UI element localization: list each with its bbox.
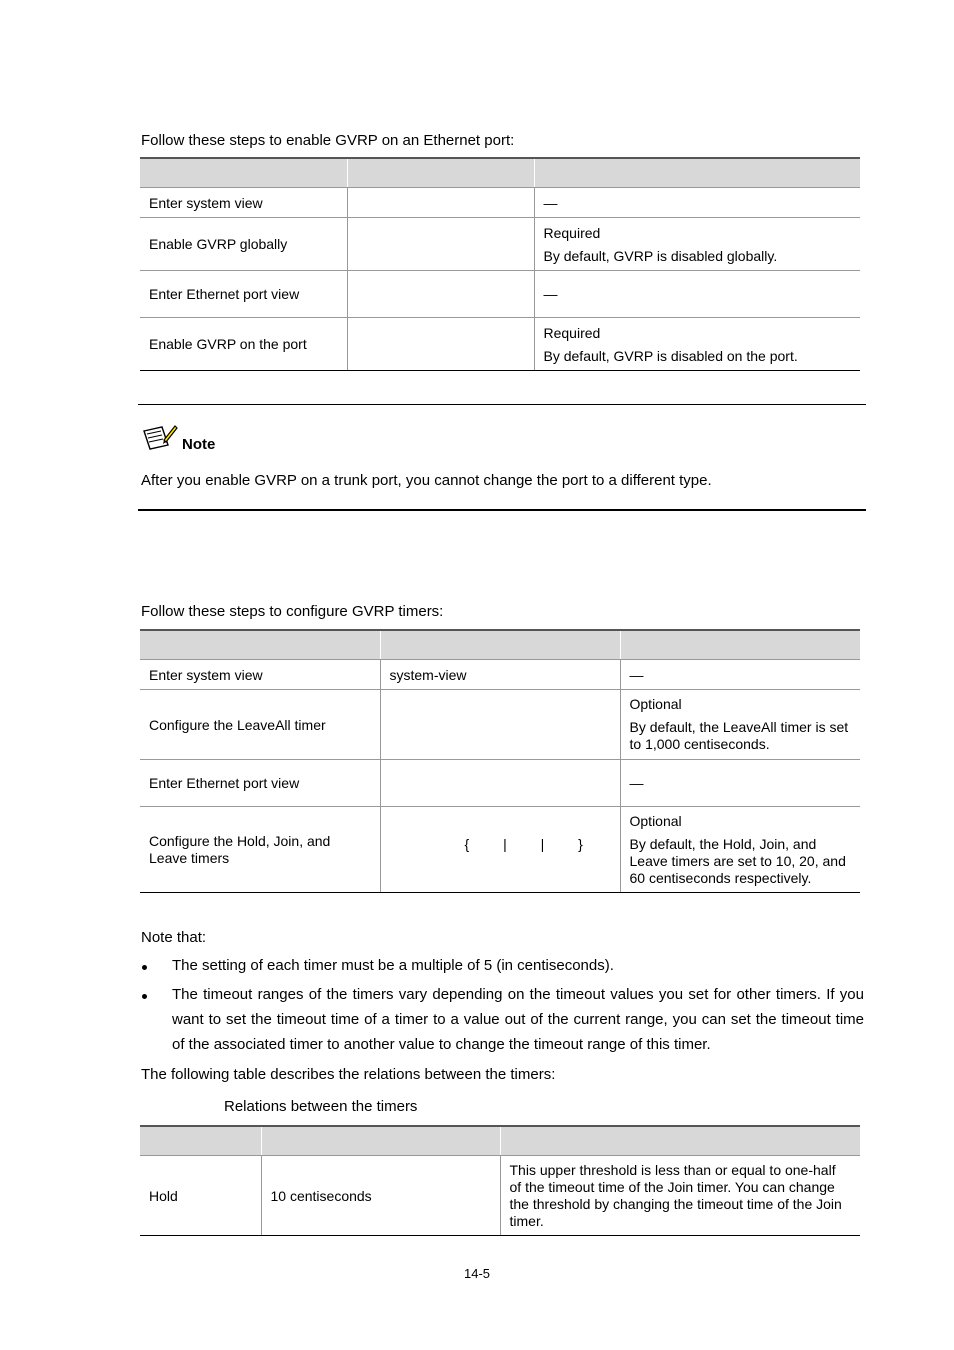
table-row: [140, 271, 860, 318]
remarks-line: By default, the LeaveAll timer is set to 1,000 centiseconds.: [629, 719, 849, 752]
remarks-cell: —: [534, 271, 860, 318]
remarks-cell: [620, 690, 860, 760]
command-cell: [380, 690, 620, 760]
lower-threshold-cell: 10 centiseconds: [261, 1156, 500, 1236]
operation-cell: Enter system view: [140, 660, 380, 690]
remarks-line: By default, GVRP is disabled globally.: [543, 247, 778, 264]
bullet-item: The timeout ranges of the timers vary depending on the timeout values you set for other timers. If you want to set the timeout time of a timer to a value out of the current range, you can set the timeout time of the associated timer to another value to change the timeout range of this timer.: [172, 986, 864, 1053]
table-header-row: [140, 1126, 860, 1156]
notes-lead: Note that:: [141, 929, 207, 946]
note-top-rule: [138, 404, 866, 405]
timer-relations-table: [140, 1125, 860, 1236]
table-row: [140, 660, 860, 690]
bullet-icon: [142, 965, 147, 970]
operation-cell: Configure the LeaveAll timer: [140, 690, 380, 760]
bullet-item: The setting of each timer must be a multiple of 5 (in centiseconds).: [172, 957, 614, 974]
note-text: After you enable GVRP on a trunk port, you cannot change the port to a different type.: [141, 472, 712, 489]
table-row: [140, 760, 860, 807]
remarks-cell: —: [620, 660, 860, 690]
timer-cell: Hold: [140, 1156, 261, 1236]
remarks-line: Required: [543, 224, 601, 241]
remarks-line: By default, the Hold, Join, and Leave timers are set to 10, 20, and 60 centiseconds respectively.: [629, 835, 846, 886]
table-caption: Relations between the timers: [224, 1098, 418, 1115]
operation-cell: Enable GVRP globally: [140, 218, 347, 271]
section2-intro: Follow these steps to configure GVRP timers:: [141, 603, 444, 620]
operation-cell: Enter Ethernet port view: [140, 271, 347, 318]
remarks-cell: [620, 807, 860, 893]
remarks-cell: [534, 318, 860, 371]
remarks-line: Optional: [629, 696, 682, 712]
remarks-cell: —: [534, 188, 860, 218]
operation-cell: Configure the Hold, Join, and Leave timers: [140, 807, 380, 893]
operation-cell: Enter Ethernet port view: [140, 760, 380, 807]
command-cell: { | | }: [380, 807, 620, 893]
remarks-line: By default, GVRP is disabled on the port.: [543, 347, 798, 364]
remarks-line: Optional: [629, 812, 682, 829]
table-row: [140, 1156, 860, 1236]
table-row: [140, 318, 860, 371]
page-number: 14-5: [463, 1266, 491, 1281]
command-cell: [347, 271, 534, 318]
gvrp-enable-table: [140, 157, 860, 371]
command-cell: [380, 760, 620, 807]
table-header-row: [140, 158, 860, 188]
table-intro: The following table describes the relations between the timers:: [141, 1066, 556, 1083]
command-cell: [347, 318, 534, 371]
remarks-cell: —: [620, 760, 860, 807]
command-cell: [347, 218, 534, 271]
note-pencil-icon: [142, 423, 178, 453]
upper-threshold-cell: This upper threshold is less than or equal to one-half of the timeout time of the Join timer. You can change the threshold by changing the timeout time of the Join timer.: [500, 1156, 860, 1236]
bullet-icon: [142, 994, 147, 999]
operation-cell: Enable GVRP on the port: [140, 318, 347, 371]
remarks-cell: [534, 218, 860, 271]
command-cell: [347, 188, 534, 218]
note-title: Note: [182, 436, 216, 453]
table-row: [140, 218, 860, 271]
table-row: [140, 188, 860, 218]
table-header-row: [140, 630, 860, 660]
operation-cell: Enter system view: [140, 188, 347, 218]
command-cell: system-view: [380, 660, 620, 690]
table-row: [140, 690, 860, 760]
table-row: [140, 807, 860, 893]
gvrp-timers-table: [140, 629, 860, 893]
note-bottom-rule: [138, 509, 866, 511]
section1-intro: Follow these steps to enable GVRP on an Ethernet port:: [141, 132, 515, 149]
remarks-line: Required: [543, 324, 601, 341]
